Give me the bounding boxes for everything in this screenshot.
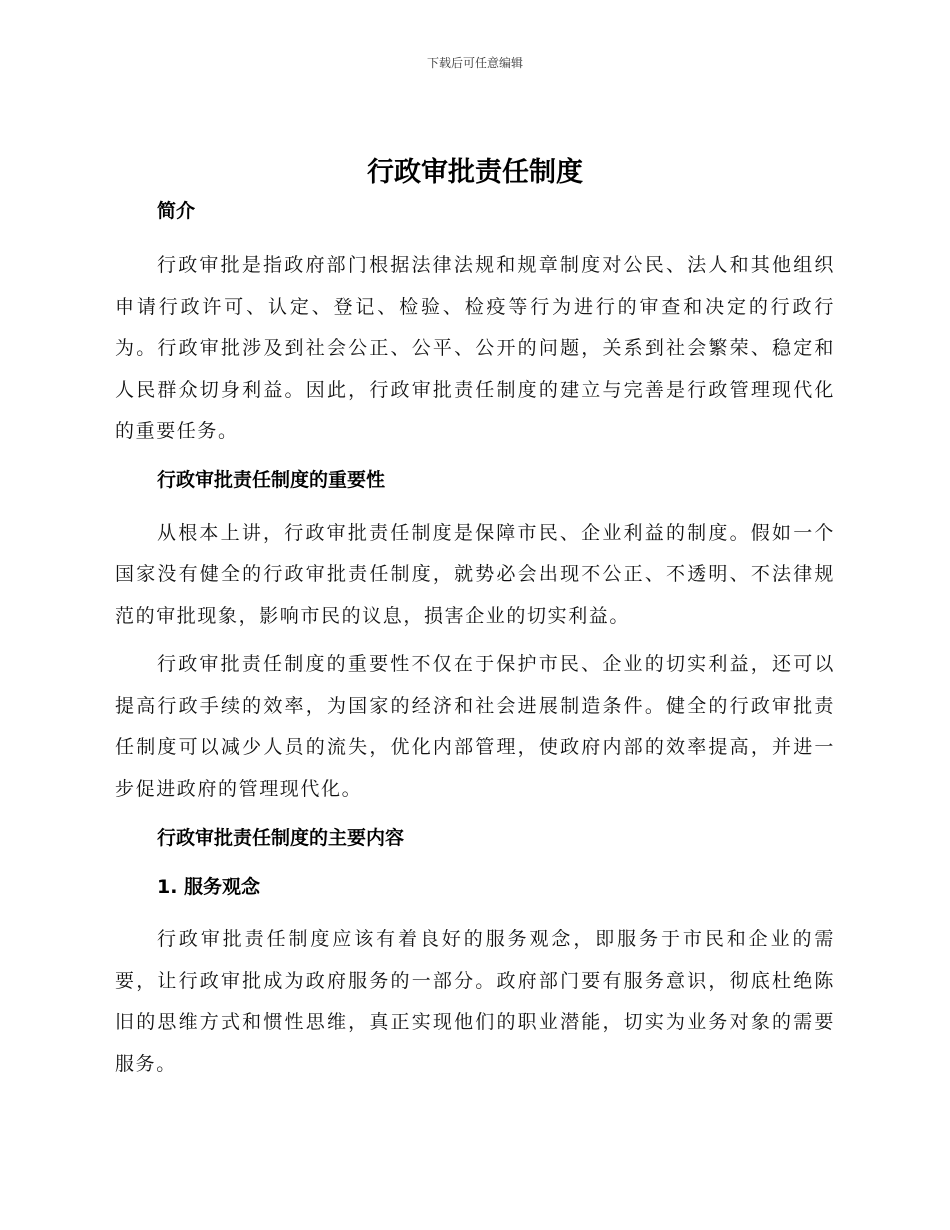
subsection-heading-service: 1. 服务观念 — [157, 876, 261, 898]
section-heading-importance: 行政审批责任制度的重要性 — [157, 468, 386, 491]
paragraph-intro: 行政审批是指政府部门根据法律法规和规章制度对公民、法人和其他组织申请行政许可、认定、登记、检验、检疫等行为进行的审查和决定的行政行为。行政审批涉及到社会公正、公平、公开的问题，关系到社会繁荣、稳定和人民群众切身利益。因此，行政审批责任制度的建立与完善是行政管理现代化的重要任务。 — [115, 254, 835, 442]
document-body — [115, 195, 835, 1085]
paragraph-service: 行政审批责任制度应该有着良好的服务观念，即服务于市民和企业的需要，让行政审批成为政府服务的一部分。政府部门要有服务意识，彻底杜绝陈旧的思维方式和惯性思维，真正实现他们的职业潜能，切实为业务对象的需要服务。 — [115, 928, 835, 1075]
header-note: 下载后可任意编辑 — [426, 56, 523, 70]
paragraph-importance-2: 行政审批责任制度的重要性不仅在于保护市民、企业的切实利益，还可以提高行政手续的效率，为国家的经济和社会进展制造条件。健全的行政审批责任制度可以减少人员的流失，优化内部管理，使政府内部的效率提高，并进一步促进政府的管理现代化。 — [115, 653, 835, 800]
section-heading-intro: 简介 — [157, 200, 196, 222]
document-title: 行政审批责任制度 — [367, 157, 583, 188]
paragraph-importance-1: 从根本上讲，行政审批责任制度是保障市民、企业利益的制度。假如一个国家没有健全的行政审批责任制度，就势必会出现不公正、不透明、不法律规范的审批现象，影响市民的议息，损害企业的切实利益。 — [115, 521, 835, 627]
section-heading-main-content: 行政审批责任制度的主要内容 — [157, 827, 405, 849]
